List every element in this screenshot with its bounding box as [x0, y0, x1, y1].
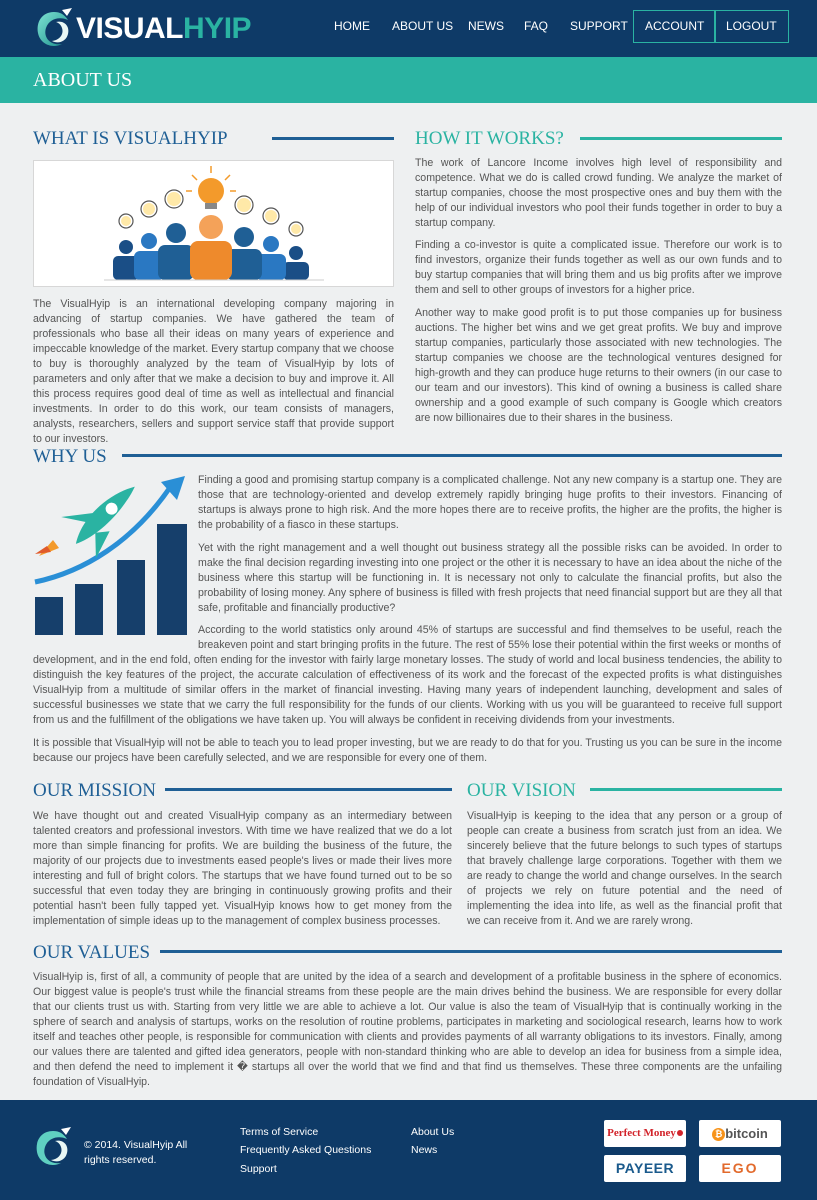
footer-link-about[interactable]: About Us: [411, 1126, 455, 1138]
nav-news[interactable]: NEWS: [468, 19, 504, 33]
header: [0, 0, 817, 57]
what-is-rule: [272, 137, 394, 140]
bitcoin-badge[interactable]: [699, 1120, 781, 1147]
why-us-p4: It is possible that VisualHyip will not be able to teach you to lead proper investing, but we are ready to do that for you. Trusting us you can be sure in the income because our projecs have been carefully selected, and we are responsible for every one of them.: [33, 737, 782, 764]
how-it-works-rule: [580, 137, 782, 140]
why-us-p1: Finding a good and promising startup company is a complicated challenge. Not any new company is a startup one. They are those that are technology-oriented and develop extremely rapidly bringing huge profits to their investors. Financing of startups is always prone to high risk. And the more hopes there are to receive profits, the higher are the profits, the higher is the probability of a fiasco in these startups.: [198, 474, 782, 531]
ego-badge[interactable]: EGO: [699, 1155, 781, 1182]
nav-home[interactable]: HOME: [334, 19, 370, 33]
how-it-works-p3: Another way to make good profit is to put those companies up for business auctions. The higher bet wins and we get great profits. We buy and improve startup companies, particularly those associated with new technologies. The startup companies we choose are the technological ventures designed for high-growth and they can produce huge returns to their owners (in our case to our team and our investors). This kind of owning a business is called share ownership and a good example of such company is Google which creators are now billionaires due to their shares in the business.: [415, 307, 782, 424]
why-us-p3a: According to the world statistics only around 45% of startups are successful and find themselves to be useful, reach the breakeven point and start bringing profits in the future. The rest of 55% lose their potential within the first weeks or months of: [198, 624, 782, 651]
page-banner: [0, 57, 817, 103]
how-it-works-title: HOW IT WORKS?: [415, 128, 564, 149]
mission-rule: [165, 788, 452, 791]
why-us-p3b: development, and in the end fold, often ending for the investor with fairly large monetary losses. The study of world and local business tendencies, the ability to distinguish the key features of the project, the accurate calculation of effectiveness of its work and the forecast of the expected profits is what distinguishes VisualHyip from a multitude of similar offers in the market of financial investing. Having many years of independent launching, development and sales of successful businesses we state that we carry the full responsibility for the funds of our clients. Working with us you will be guaranteed to receive full support from us and the fulfillment of the obligations we have taken up. You will always be confident in receiving dividends from your investments.: [33, 654, 782, 726]
logo-swirl-icon: [34, 6, 74, 50]
footer-link-news[interactable]: News: [411, 1144, 438, 1156]
logo-text: [76, 12, 251, 46]
logo-visual: VISUAL: [76, 12, 184, 45]
vision-text: VisualHyip is keeping to the idea that any person or a group of people can create a business from scratch just from an idea. We sincerely believe that the future belongs to such types of startups that bravely challenge large corporations. Together with them we are ready to change the world and change ourselves. In the search of projects we rely on future potential and the need of implementing the idea into life, as well as the financial profit that we can receive from it. And we are rarely wrong.: [467, 810, 782, 927]
values-rule: [160, 950, 782, 953]
values-text: VisualHyip is, first of all, a community of people that are united by the idea of a search and development of a profitable business in the sphere of economics. Our biggest value is people's trust while the financial streams from these people are the main drives behind the business. We are responsible for every dollar that our clients trust us with. Starting from very little we are able to achieve a lot. Our value is also the team of VisualHyip that is continually working in the sphere of search and analysis of startups, works on the resolution of routine problems, participates in marketing and sociological research, learns how to work itself and teaches other people, is responsible for communication with clients and provides payments of all warranty obligations to its investors. Finally, among our values there are talented and gifted idea generators, people with non-standard thinking who are able to develop an idea for business from a simple idea, and then defend the need to implement it � startups all over the world that we find and that find us themselves. These three components are the unfailing foundation of VisualHyip.: [33, 971, 782, 1088]
how-it-works-p2: Finding a co-investor is quite a complicated issue. Therefore our work is to find investors, organize their funds together as well as our own funds and to buy startup companies that will bring them and us big profits after we improve them and sell to other groups of investors for a higher price.: [415, 239, 782, 296]
bitcoin-label: bitcoin: [725, 1126, 768, 1141]
team-illustration: [33, 160, 394, 287]
payeer-badge[interactable]: PAYEER: [604, 1155, 686, 1182]
footer-logo-icon[interactable]: [33, 1124, 73, 1170]
what-is-title: WHAT IS VISUALHYIP: [33, 128, 228, 149]
nav-faq[interactable]: FAQ: [524, 19, 549, 33]
nav-logout-button[interactable]: LOGOUT: [714, 10, 789, 43]
footer-link-terms[interactable]: Terms of Service: [240, 1126, 319, 1138]
mission-title: OUR MISSION: [33, 780, 156, 801]
team-ideas-icon: [34, 161, 395, 288]
why-us-p2: Yet with the right management and a well thought out business strategy all the possible risks can be avoided. In order to make the final decision regarding investing into one project or the other it is necessary to have an idea about the niche of the business where this startup will be functioning in. It is necessary not only to calculate the financial profits, but also the probability of losing money. Any sphere of business is filled with fresh projects that need financial support but are they all that safe, profitable and financially productive?: [198, 542, 782, 614]
page-title: ABOUT US: [33, 69, 133, 91]
vision-title: OUR VISION: [467, 780, 576, 801]
site-logo[interactable]: [34, 2, 264, 54]
how-it-works-p1: The work of Lancore Income involves high level of responsibility and competence. What we do is called crowd funding. We analyze the market of startup companies, choose the most prospective ones and buy them with the help of our individual investors who pool their funds together in order to buy a startup company.: [415, 157, 782, 229]
footer-copyright: © 2014. VisualHyip All rights reserved.: [84, 1139, 188, 1166]
nav-about-us[interactable]: ABOUT US: [392, 19, 454, 33]
why-us-title: WHY US: [33, 446, 107, 467]
perfect-money-dot-icon: [677, 1130, 683, 1136]
bitcoin-icon: ₿: [712, 1128, 725, 1141]
mission-text: We have thought out and created VisualHyip company as an intermediary between talented creators and professional investors. With time we have realized that we do a lot more than simple financing for profits. We are building the business of the future, the majority of our projects due to investments eased people's lives or made their lives more interesting and full of bright colors. The startups that we have found turned out to be so successful that even today they are bringing in continuously growing profits and their potential hasn't been fully tapped yet. VisualHyip knows how to get money from the implementation of simple ideas up to the management of complex business processes.: [33, 810, 452, 927]
logo-hyip: HYIP: [183, 12, 252, 45]
footer-link-faq[interactable]: Frequently Asked Questions: [240, 1144, 372, 1156]
nav-support[interactable]: SUPPORT: [570, 19, 628, 33]
footer: [0, 1100, 817, 1200]
vision-rule: [590, 788, 782, 791]
why-us-rule: [122, 454, 782, 457]
what-is-text: The VisualHyip is an international developing company majoring in advancing of startup companies. We have gathered the team of professionals who base all their ideas on many years of experience and impeccable knowledge of the market. Every startup company that we choose to buy is thoroughly analyzed by the team of VisualHyip by lots of parameters and only after that we make a decision to buy and improve it. All this process requires good deal of time as well as intellectual and financial investments. In order to do this work, our team consists of managers, analysts, researchers, sellers and support service staff that provide support to our investors.: [33, 298, 394, 445]
perfect-money-label: Perfect Money: [607, 1127, 676, 1139]
nav-account-button[interactable]: ACCOUNT: [633, 10, 716, 43]
values-title: OUR VALUES: [33, 942, 151, 963]
growth-chart-rocket-icon: [33, 472, 189, 638]
perfect-money-badge[interactable]: [604, 1120, 686, 1147]
footer-link-support[interactable]: Support: [240, 1163, 277, 1175]
